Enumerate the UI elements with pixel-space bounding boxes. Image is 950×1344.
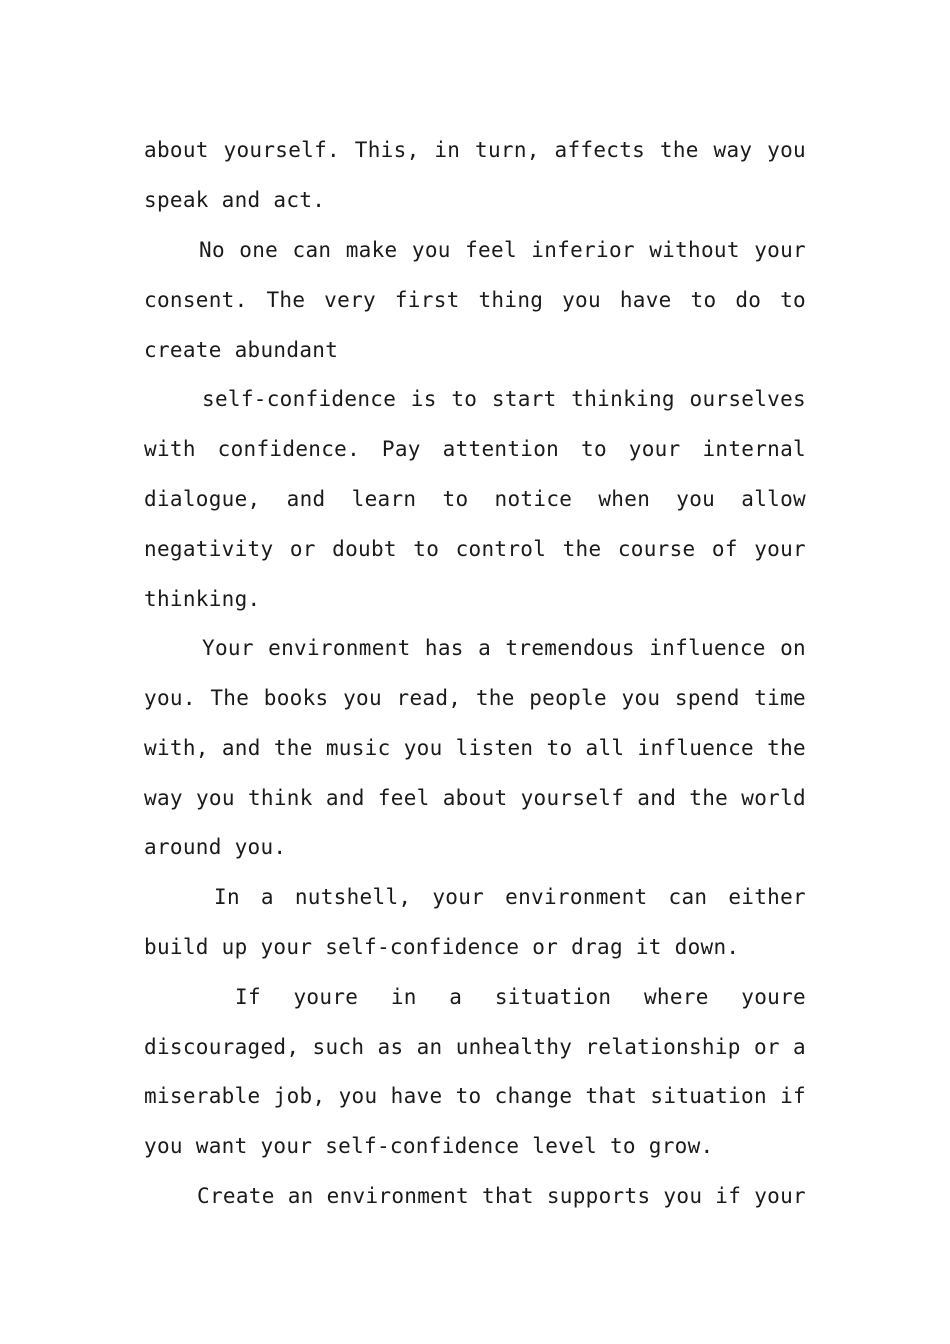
text-line: build up your self-confidence or drag it down. [144,935,740,959]
text-line: discouraged, such as an unhealthy relationship or a [144,1035,806,1059]
text-line: you. The books you read, the people you spend time [144,686,806,710]
text-line: In a nutshell, your environment can either [214,885,806,909]
text-line: about yourself. This, in turn, affects the way you [144,138,806,162]
text-line: create abundant [144,338,339,362]
text-line: negativity or doubt to control the course of your [144,537,806,561]
text-line: If youre in a situation where youre [235,985,806,1009]
text-line: around you. [144,835,287,859]
text-line: miserable job, you have to change that situation if [144,1084,806,1108]
text-line: with confidence. Pay attention to your internal [144,437,806,461]
text-line: consent. The very first thing you have to do to [144,288,806,312]
text-line: Your environment has a tremendous influence on [202,636,806,660]
text-line: you want your self-confidence level to grow. [144,1134,714,1158]
text-line: thinking. [144,587,261,611]
text-line: way you think and feel about yourself and the world [144,786,806,810]
text-line: self-confidence is to start thinking ourselves [202,387,806,411]
text-line: speak and act. [144,188,326,212]
text-line: dialogue, and learn to notice when you allow [144,487,806,511]
text-line: with, and the music you listen to all influence the [144,736,806,760]
text-line: Create an environment that supports you if your [197,1184,806,1208]
text-line: No one can make you feel inferior without your [199,238,806,262]
